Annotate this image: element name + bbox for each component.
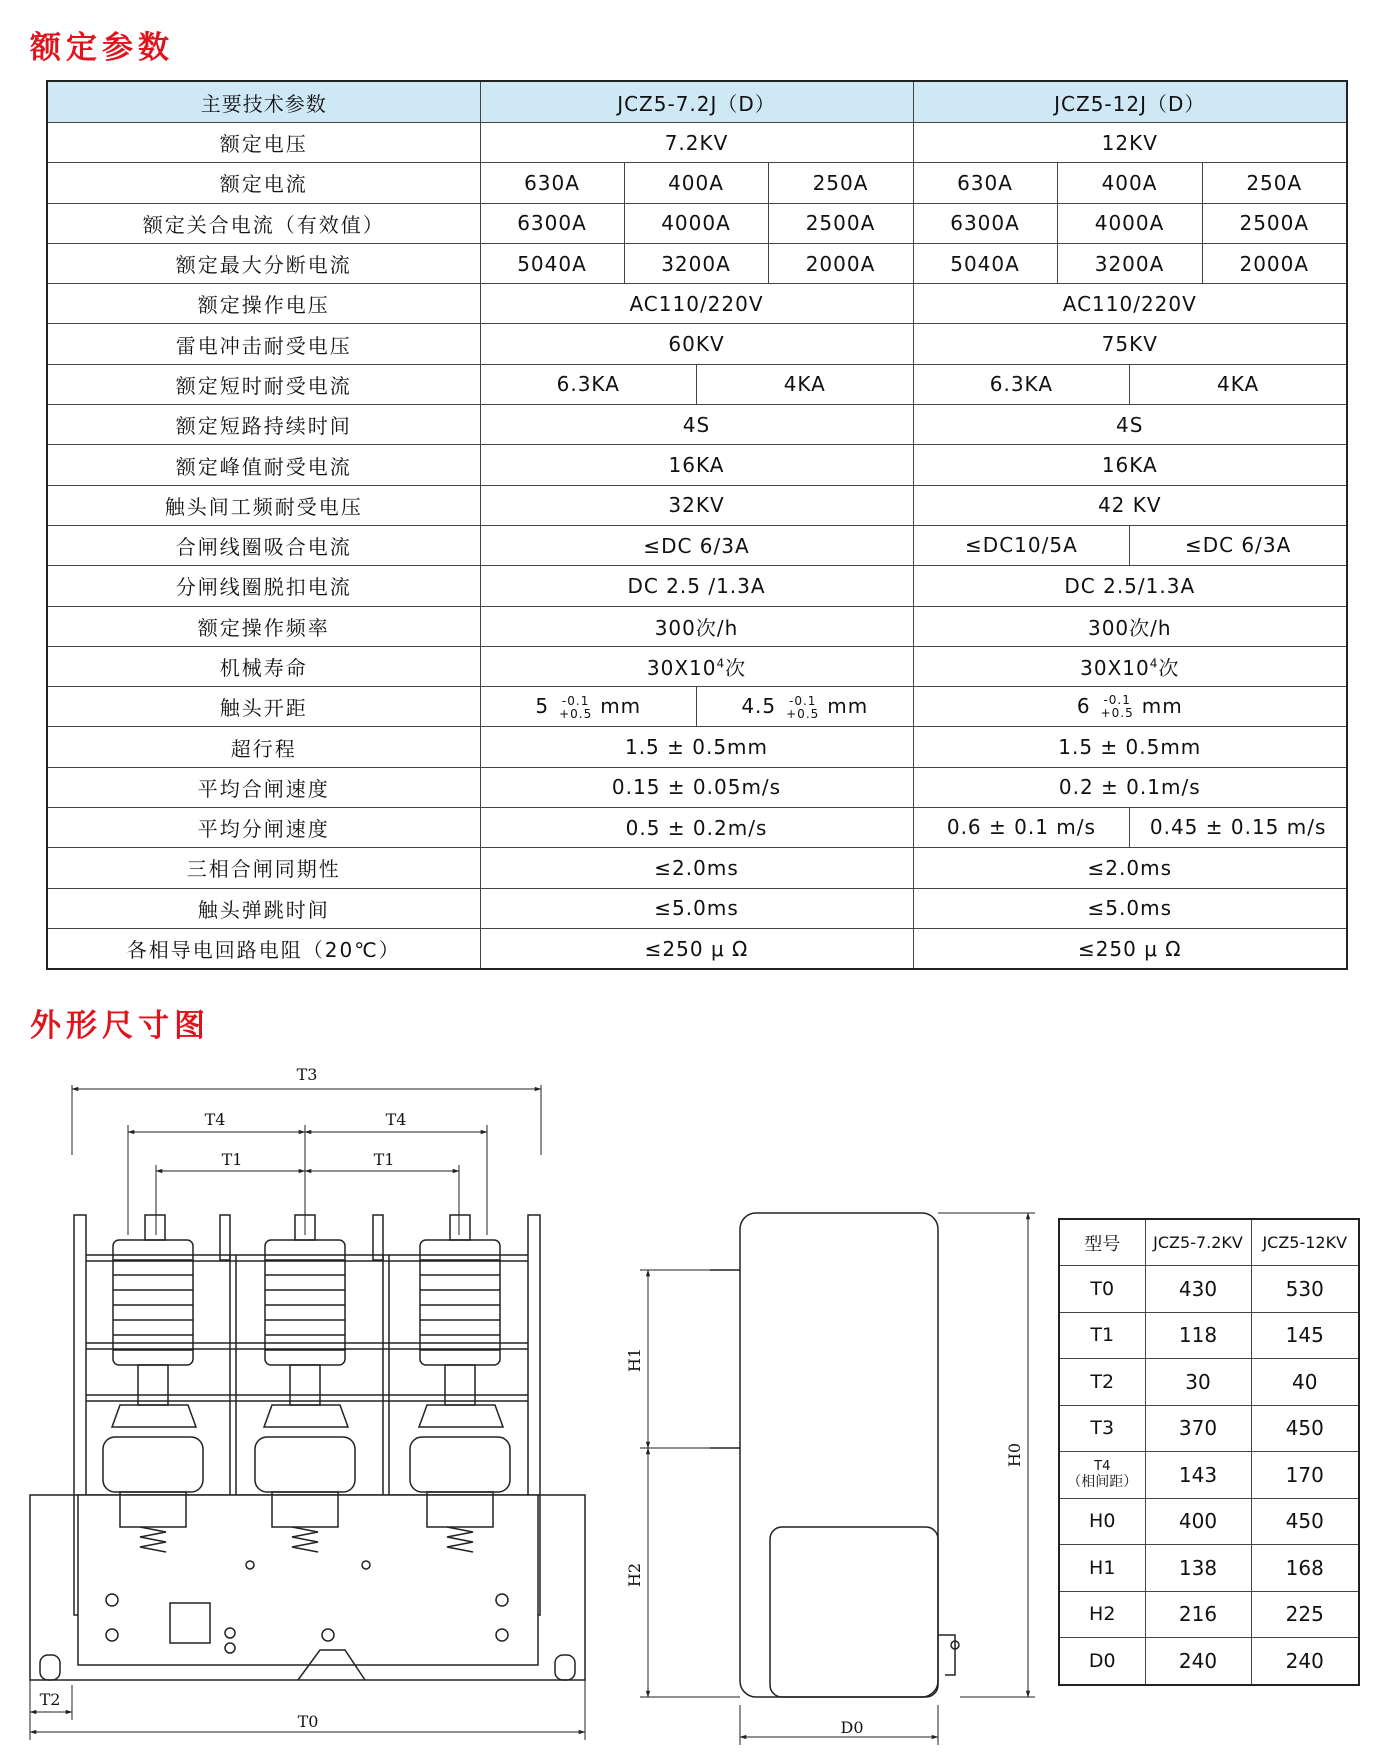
value-cell: 4KA — [1217, 371, 1260, 396]
table-row — [1059, 1452, 1359, 1499]
dim-label-t0: T0 — [297, 1712, 319, 1731]
table-row — [47, 646, 1347, 686]
dim-label-t4-left: T4 — [204, 1110, 226, 1129]
table-row — [47, 324, 1347, 364]
table-row — [47, 525, 1347, 565]
dim-t3 — [72, 1085, 541, 1155]
split-cell — [913, 525, 1347, 565]
value-cell: 143 — [1145, 1452, 1251, 1499]
value-cell: 370 — [1145, 1405, 1251, 1452]
value-cell: ≤DC10/5A — [914, 526, 1131, 565]
value-cell: 7.2KV — [480, 123, 913, 163]
life-unit: 次 — [1158, 656, 1180, 680]
table-row — [47, 928, 1347, 969]
value-cell: 1.5 ± 0.5mm — [913, 727, 1347, 767]
table-row — [47, 767, 1347, 807]
param-label: 触头弹跳时间 — [47, 888, 480, 928]
value-cell: 12KV — [913, 123, 1347, 163]
table-row — [47, 364, 1347, 404]
table-row — [47, 687, 1347, 727]
dim-name: T2 — [1059, 1359, 1145, 1406]
dim-label-d0: D0 — [840, 1718, 864, 1737]
split-cell — [480, 687, 913, 727]
value-cell: 40 — [1251, 1359, 1359, 1406]
param-label: 额定最大分断电流 — [47, 243, 480, 283]
value-cell: 42 KV — [913, 485, 1347, 525]
table-row — [1059, 1312, 1359, 1359]
value-cell: 4S — [913, 405, 1347, 445]
gap-unit: mm — [827, 694, 869, 719]
value-cell: 450 — [1251, 1405, 1359, 1452]
value-cell: 0.15 ± 0.05m/s — [480, 767, 913, 807]
dim-name: T1 — [1059, 1312, 1145, 1359]
value-cell: ≤DC 6/3A — [480, 525, 913, 565]
param-label: 触头间工频耐受电压 — [47, 485, 480, 525]
param-label: 机械寿命 — [47, 646, 480, 686]
param-label: 额定峰值耐受电流 — [47, 445, 480, 485]
value-cell: ≤250 μ Ω — [913, 928, 1347, 969]
param-label: 触头开距 — [47, 687, 480, 727]
table-row — [47, 848, 1347, 888]
value-cell: 1.5 ± 0.5mm — [480, 727, 913, 767]
front-view — [30, 1085, 585, 1740]
table-row — [47, 203, 1347, 243]
life-exponent: 4 — [1149, 656, 1159, 671]
value-cell: 300次/h — [480, 606, 913, 646]
dim-label-t1-left: T1 — [221, 1150, 243, 1169]
dim-label-h2: H2 — [625, 1562, 644, 1588]
param-label: 平均合闸速度 — [47, 767, 480, 807]
table-row — [1059, 1266, 1359, 1313]
value-cell: 4KA — [783, 371, 826, 396]
dim-t0 — [30, 1680, 585, 1740]
value-cell: 4S — [480, 405, 913, 445]
value-cell: 530 — [1251, 1266, 1359, 1313]
gap-unit: mm — [600, 694, 642, 719]
param-label: 额定电压 — [47, 123, 480, 163]
value-cell: 240 — [1251, 1638, 1359, 1685]
param-label: 雷电冲击耐受电压 — [47, 324, 480, 364]
life-base: 30X10 — [646, 656, 717, 680]
table-row — [47, 445, 1347, 485]
value-cell: 0.2 ± 0.1m/s — [913, 767, 1347, 807]
value-cell: 2000A — [1202, 243, 1347, 283]
gap-value: 5 — [535, 694, 550, 719]
table-row — [1059, 1498, 1359, 1545]
dim-label-h1: H1 — [625, 1347, 644, 1373]
value-cell: 250A — [1202, 163, 1347, 203]
table-row — [47, 485, 1347, 525]
value-cell — [913, 687, 1347, 727]
value-cell: 4000A — [624, 203, 768, 243]
value-cell: ≤2.0ms — [913, 848, 1347, 888]
value-cell: 118 — [1145, 1312, 1251, 1359]
table-row — [47, 606, 1347, 646]
value-cell: 138 — [1145, 1545, 1251, 1592]
table-row — [47, 405, 1347, 445]
life-base: 30X10 — [1080, 656, 1150, 680]
model-a-header: JCZ5-7.2KV — [1145, 1219, 1251, 1266]
table-row — [1059, 1591, 1359, 1638]
split-cell — [913, 364, 1347, 404]
dim-h — [640, 1213, 1035, 1745]
dim-name: H2 — [1059, 1591, 1145, 1638]
tol-upper: -0.1 — [788, 693, 817, 708]
value-cell: 250A — [768, 163, 913, 203]
param-label: 额定操作电压 — [47, 284, 480, 324]
life-unit: 次 — [725, 656, 747, 680]
dim-label-t3: T3 — [296, 1065, 318, 1084]
value-cell: ≤2.0ms — [480, 848, 913, 888]
tolerance — [786, 695, 819, 721]
table-row — [47, 808, 1347, 848]
param-label: 额定关合电流（有效值） — [47, 203, 480, 243]
tol-lower: +0.5 — [786, 706, 820, 721]
table-row — [47, 163, 1347, 203]
value-cell: 0.6 ± 0.1 m/s — [914, 808, 1131, 847]
dim-name: H1 — [1059, 1545, 1145, 1592]
param-label: 额定操作频率 — [47, 606, 480, 646]
dim-note: （相间距） — [1067, 1473, 1138, 1490]
value-cell: DC 2.5/1.3A — [913, 566, 1347, 606]
table-row — [47, 123, 1347, 163]
value-cell: 400A — [624, 163, 768, 203]
value-cell: 2500A — [1202, 203, 1347, 243]
value-cell: 5040A — [480, 243, 624, 283]
life-exponent: 4 — [716, 656, 726, 671]
value-cell: 16KA — [480, 445, 913, 485]
spec-header-row — [47, 81, 1347, 123]
value-cell — [481, 687, 698, 726]
dim-name: T0 — [1059, 1266, 1145, 1313]
model-a-header: JCZ5-7.2J（D） — [480, 81, 913, 123]
dim-name-t4: T4 — [1094, 1458, 1111, 1474]
dim-label-t2: T2 — [39, 1690, 61, 1709]
param-label: 平均分闸速度 — [47, 808, 480, 848]
value-cell: 2500A — [768, 203, 913, 243]
value-cell: 3200A — [624, 243, 768, 283]
value-cell: 75KV — [913, 324, 1347, 364]
rated-params-title: 额定参数 — [30, 30, 174, 66]
value-cell: DC 2.5 /1.3A — [480, 566, 913, 606]
param-label: 三相合闸同期性 — [47, 848, 480, 888]
value-cell: 6300A — [480, 203, 624, 243]
value-cell: ≤250 μ Ω — [480, 928, 913, 969]
value-cell: 400 — [1145, 1498, 1251, 1545]
param-label: 合闸线圈吸合电流 — [47, 525, 480, 565]
param-header: 主要技术参数 — [47, 81, 480, 123]
table-row — [1059, 1405, 1359, 1452]
param-label: 额定短时耐受电流 — [47, 364, 480, 404]
dim-name: H0 — [1059, 1498, 1145, 1545]
tol-lower: +0.5 — [559, 706, 593, 721]
value-cell: 225 — [1251, 1591, 1359, 1638]
value-cell: 6300A — [913, 203, 1057, 243]
table-row — [47, 727, 1347, 767]
dim-name: T3 — [1059, 1405, 1145, 1452]
model-b-header: JCZ5-12KV — [1251, 1219, 1359, 1266]
value-cell: 400A — [1057, 163, 1202, 203]
value-cell — [480, 646, 913, 686]
split-cell — [913, 808, 1347, 848]
gap-value: 4.5 — [741, 694, 777, 719]
table-row — [47, 888, 1347, 928]
value-cell: AC110/220V — [913, 284, 1347, 324]
value-cell: 300次/h — [913, 606, 1347, 646]
value-cell: 32KV — [480, 485, 913, 525]
value-cell: 2000A — [768, 243, 913, 283]
table-row — [1059, 1638, 1359, 1685]
dim-t4 — [128, 1125, 487, 1235]
side-view — [640, 1213, 1035, 1745]
value-cell: 6.3KA — [481, 365, 698, 404]
tolerance — [1101, 694, 1134, 720]
value-cell: 430 — [1145, 1266, 1251, 1313]
tol-lower: +0.5 — [1100, 706, 1134, 721]
split-cell — [480, 364, 913, 404]
value-cell: 3200A — [1057, 243, 1202, 283]
value-cell: 630A — [480, 163, 624, 203]
value-cell: ≤5.0ms — [913, 888, 1347, 928]
value-cell: 0.5 ± 0.2m/s — [480, 808, 913, 848]
value-cell: 60KV — [480, 324, 913, 364]
value-cell: 216 — [1145, 1591, 1251, 1638]
value-cell: ≤5.0ms — [480, 888, 913, 928]
dim-name — [1059, 1452, 1145, 1499]
tol-upper: -0.1 — [561, 693, 590, 708]
param-label: 超行程 — [47, 727, 480, 767]
value-cell: 4000A — [1057, 203, 1202, 243]
dim-label-h0: H0 — [1005, 1442, 1024, 1468]
param-label: 各相导电回路电阻（20℃） — [47, 928, 480, 969]
tolerance — [559, 695, 592, 721]
value-cell: 145 — [1251, 1312, 1359, 1359]
model-b-header: JCZ5-12J（D） — [913, 81, 1347, 123]
dim-label-t1-right: T1 — [373, 1150, 395, 1169]
value-cell: 0.45 ± 0.15 m/s — [1149, 815, 1327, 840]
dimension-header-row — [1059, 1219, 1359, 1266]
param-label: 额定电流 — [47, 163, 480, 203]
dim-t1 — [156, 1165, 459, 1235]
param-label: 额定短路持续时间 — [47, 405, 480, 445]
outline-title: 外形尺寸图 — [30, 1008, 210, 1044]
value-cell: 16KA — [913, 445, 1347, 485]
value-cell: 168 — [1251, 1545, 1359, 1592]
value-cell: 30 — [1145, 1359, 1251, 1406]
value-cell: 630A — [913, 163, 1057, 203]
gap-value: 6 — [1076, 693, 1091, 718]
dim-label-t4-right: T4 — [385, 1110, 407, 1129]
model-header: 型号 — [1059, 1219, 1145, 1266]
table-row — [47, 284, 1347, 324]
table-row — [47, 566, 1347, 606]
table-row — [47, 243, 1347, 283]
dimension-table — [1058, 1218, 1360, 1686]
spec-table — [46, 80, 1348, 970]
table-row — [1059, 1359, 1359, 1406]
value-cell: 450 — [1251, 1498, 1359, 1545]
value-cell: ≤DC 6/3A — [1184, 532, 1292, 557]
gap-unit: mm — [1141, 693, 1183, 718]
dim-name: D0 — [1059, 1638, 1145, 1685]
table-row — [1059, 1545, 1359, 1592]
param-label: 分闸线圈脱扣电流 — [47, 566, 480, 606]
value-cell: 240 — [1145, 1638, 1251, 1685]
value-cell — [913, 646, 1347, 686]
tol-upper: -0.1 — [1103, 693, 1131, 708]
value-cell — [697, 687, 913, 726]
value-cell: 5040A — [913, 243, 1057, 283]
value-cell: 6.3KA — [914, 365, 1131, 404]
value-cell: 170 — [1251, 1452, 1359, 1499]
value-cell: AC110/220V — [480, 284, 913, 324]
